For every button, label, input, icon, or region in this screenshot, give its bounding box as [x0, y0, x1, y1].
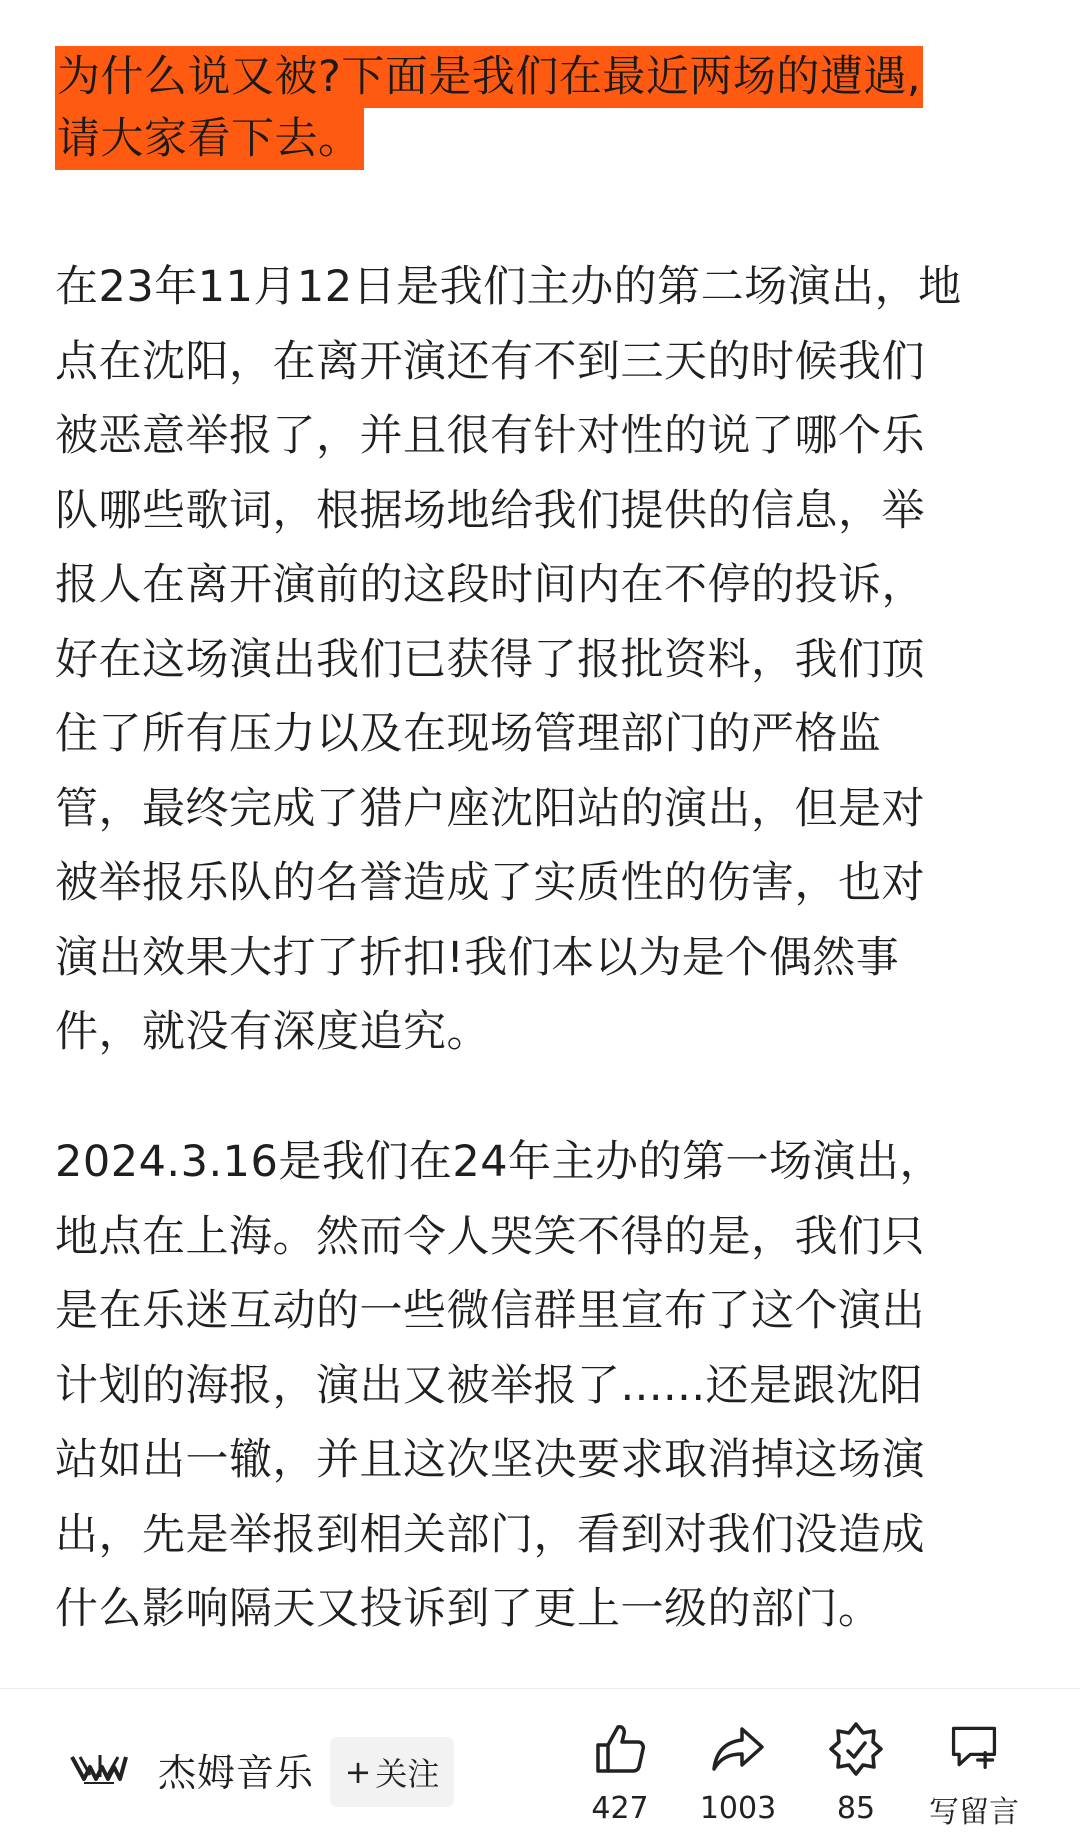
paragraph-shenyang — [55, 250, 1025, 1070]
paragraph-line: 被恶意举报了，并且很有针对性的说了哪个乐 — [55, 411, 925, 461]
paragraph-line: 在23年11月12日是我们主办的第二场演出，地 — [55, 262, 962, 312]
plus-icon: + — [344, 1753, 372, 1791]
write-comment-button[interactable] — [919, 1721, 1029, 1831]
paragraph-line: 地点在上海。然而令人哭笑不得的是，我们只 — [55, 1211, 925, 1262]
thumbs-up-icon — [592, 1721, 648, 1777]
award-badge-icon — [828, 1721, 884, 1777]
paragraph-shanghai — [55, 1125, 1025, 1647]
highlighted-intro — [55, 46, 1035, 170]
paragraph-line: 被举报乐队的名誉造成了实质性的伤害，也对 — [55, 858, 925, 908]
paragraph-line: 站如出一辙，并且这次坚决要求取消掉这场演 — [55, 1435, 925, 1485]
paragraph-line: 2024.3.16是我们在24年主办的第一场演出， — [55, 1137, 944, 1187]
paragraph-line: 点在沈阳，在离开演还有不到三天的时候我们 — [55, 336, 925, 387]
author-info[interactable] — [70, 1734, 314, 1804]
paragraph-line: 好在这场演出我们已获得了报批资料，我们顶 — [55, 634, 925, 685]
paragraph-line: 住了所有压力以及在现场管理部门的严格监 — [55, 709, 882, 759]
comment-plus-icon — [946, 1721, 1002, 1773]
paragraph-line: 报人在离开演前的这段时间内在不停的投诉， — [55, 560, 925, 610]
share-button[interactable] — [683, 1721, 793, 1831]
paragraph-line: 演出效果大打了折扣!我们本以为是个偶然事 — [55, 932, 900, 983]
like-count: 427 — [591, 1791, 649, 1826]
highlight-line-2: 请大家看下去。 — [55, 108, 364, 170]
like-button[interactable] — [565, 1721, 675, 1831]
article-body — [55, 40, 1035, 170]
band-logo-icon — [70, 1749, 128, 1789]
paragraph-line: 队哪些歌词，根据场地给我们提供的信息，举 — [55, 485, 925, 536]
paragraph-line: 件，就没有深度追究。 — [55, 1007, 490, 1057]
share-count: 1003 — [699, 1791, 777, 1826]
follow-label: 关注 — [375, 1755, 440, 1793]
share-arrow-icon — [710, 1721, 766, 1777]
paragraph-line: 管，最终完成了猎户座沈阳站的演出，但是对 — [55, 783, 925, 834]
award-button[interactable] — [801, 1721, 911, 1831]
follow-button[interactable] — [330, 1737, 454, 1807]
bottom-action-bar — [0, 1688, 1080, 1842]
paragraph-line: 什么影响隔天又投诉到了更上一级的部门。 — [55, 1584, 882, 1634]
paragraph-line: 出，先是举报到相关部门，看到对我们没造成 — [55, 1509, 925, 1560]
paragraph-line: 是在乐迷互动的一些微信群里宣布了这个演出 — [55, 1286, 925, 1336]
highlight-line-1: 为什么说又被?下面是我们在最近两场的遭遇, — [55, 46, 923, 108]
paragraph-line: 计划的海报，演出又被举报了......还是跟沈阳 — [55, 1360, 924, 1411]
author-name[interactable]: 杰姆音乐 — [158, 1750, 315, 1795]
award-count: 85 — [836, 1791, 876, 1826]
write-comment-label: 写留言 — [929, 1795, 1019, 1830]
